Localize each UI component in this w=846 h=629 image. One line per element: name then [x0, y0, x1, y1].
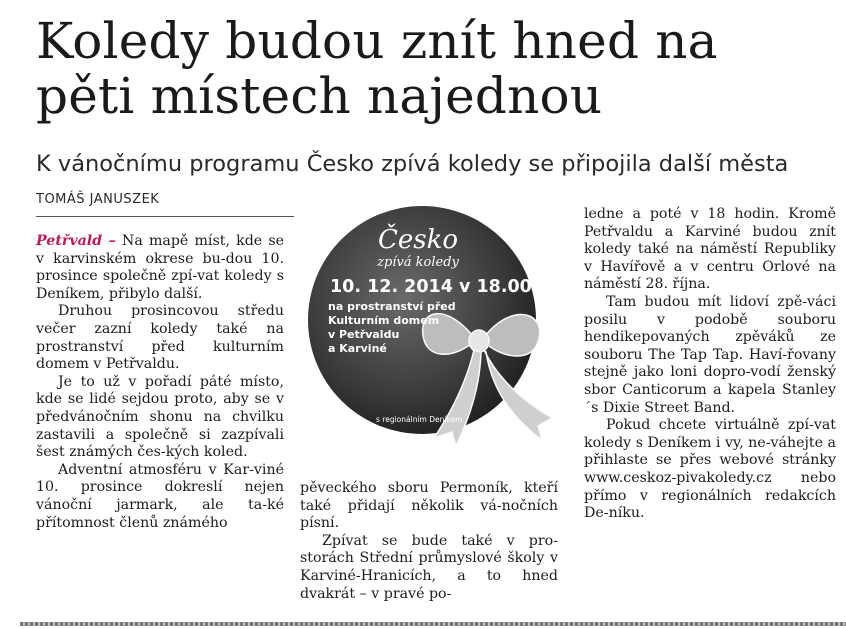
paragraph: Tam budou mít lidoví zpě-váci posilu v podobě souboru hendikepovaných zpěváků ze souboru The Tap Tap. Haví-řovany stejně jako loni dopro-vodí ženský sbor Canticorum a kapela Stanley´s Dixie Street Band.	[584, 293, 836, 416]
dateline: Petřvald –	[36, 233, 116, 249]
logo-credit: s regionálním Deníkem	[376, 415, 463, 424]
paragraph: Druhou prosincovou středu večer zazní koledy také na prostranství před kulturním domem v Petřvaldu.	[36, 303, 284, 373]
paragraph: Je to už v pořadí páté místo, kde se lidé sejdou proto, aby se v předvánočním shonu na chvilku zastavili a společně si zazpívali šest známých čes-kých koled.	[36, 373, 284, 461]
paragraph: pěveckého sboru Permoník, kteří také přidají několik vá-nočních písní.	[300, 480, 558, 532]
logo-venue-line: v Petřvaldu	[328, 328, 400, 341]
headline: Koledy budou znít hned na pěti místech najednou	[36, 12, 718, 125]
column-1	[36, 233, 284, 532]
scan-edge-divider	[20, 622, 846, 626]
author-byline: TOMÁŠ JANUSZEK	[36, 192, 160, 207]
column-2	[300, 480, 558, 603]
logo-venue-line: Kulturním domem	[328, 314, 440, 327]
logo-badge	[306, 200, 556, 450]
paragraph: Pokud chcete virtuálně zpí-vat koledy s Deníkem i vy, ne-váhejte a přihlaste se přes webové stránky www.ceskoz-pivakoledy.cz nebo přímo v regionálních redakcích De-níku.	[584, 417, 836, 522]
logo-date-time: 10. 12. 2014 v 18.00	[330, 277, 532, 297]
byline-rule	[36, 216, 294, 217]
paragraph: Zpívat se bude také v pro-storách Střední průmyslové školy v Karviné-Hranicích, a to hned dvakrát – v pravé po-	[300, 532, 558, 602]
paragraph: Adventní atmosféru v Kar-viné 10. prosince dokreslí nejen vánoční jarmark, ale ta-ké přítomnost členů známého	[36, 461, 284, 531]
paragraph: ledne a poté v 18 hodin. Kromě Petřvaldu a Karviné budou znít koledy také na náměstí Republiky v Havířově a v centru Orlové na náměstí 28. října.	[584, 206, 836, 293]
logo-tagline: zpívá koledy	[377, 255, 459, 270]
subheadline: K vánočnímu programu Česko zpívá koledy se připojila další města	[36, 151, 789, 177]
logo-venue-line: a Karviné	[328, 342, 387, 355]
paragraph-text: Na mapě míst, kde se v karvinském okrese bu-dou 10. prosince společně zpí-vat koledy s Deníkem, přibylo další.	[36, 233, 284, 302]
event-logo	[306, 200, 556, 450]
column-3	[584, 206, 836, 523]
logo-brand: Česko	[377, 225, 459, 255]
logo-venue-line: na prostranství před	[328, 300, 456, 313]
paragraph	[36, 233, 284, 303]
